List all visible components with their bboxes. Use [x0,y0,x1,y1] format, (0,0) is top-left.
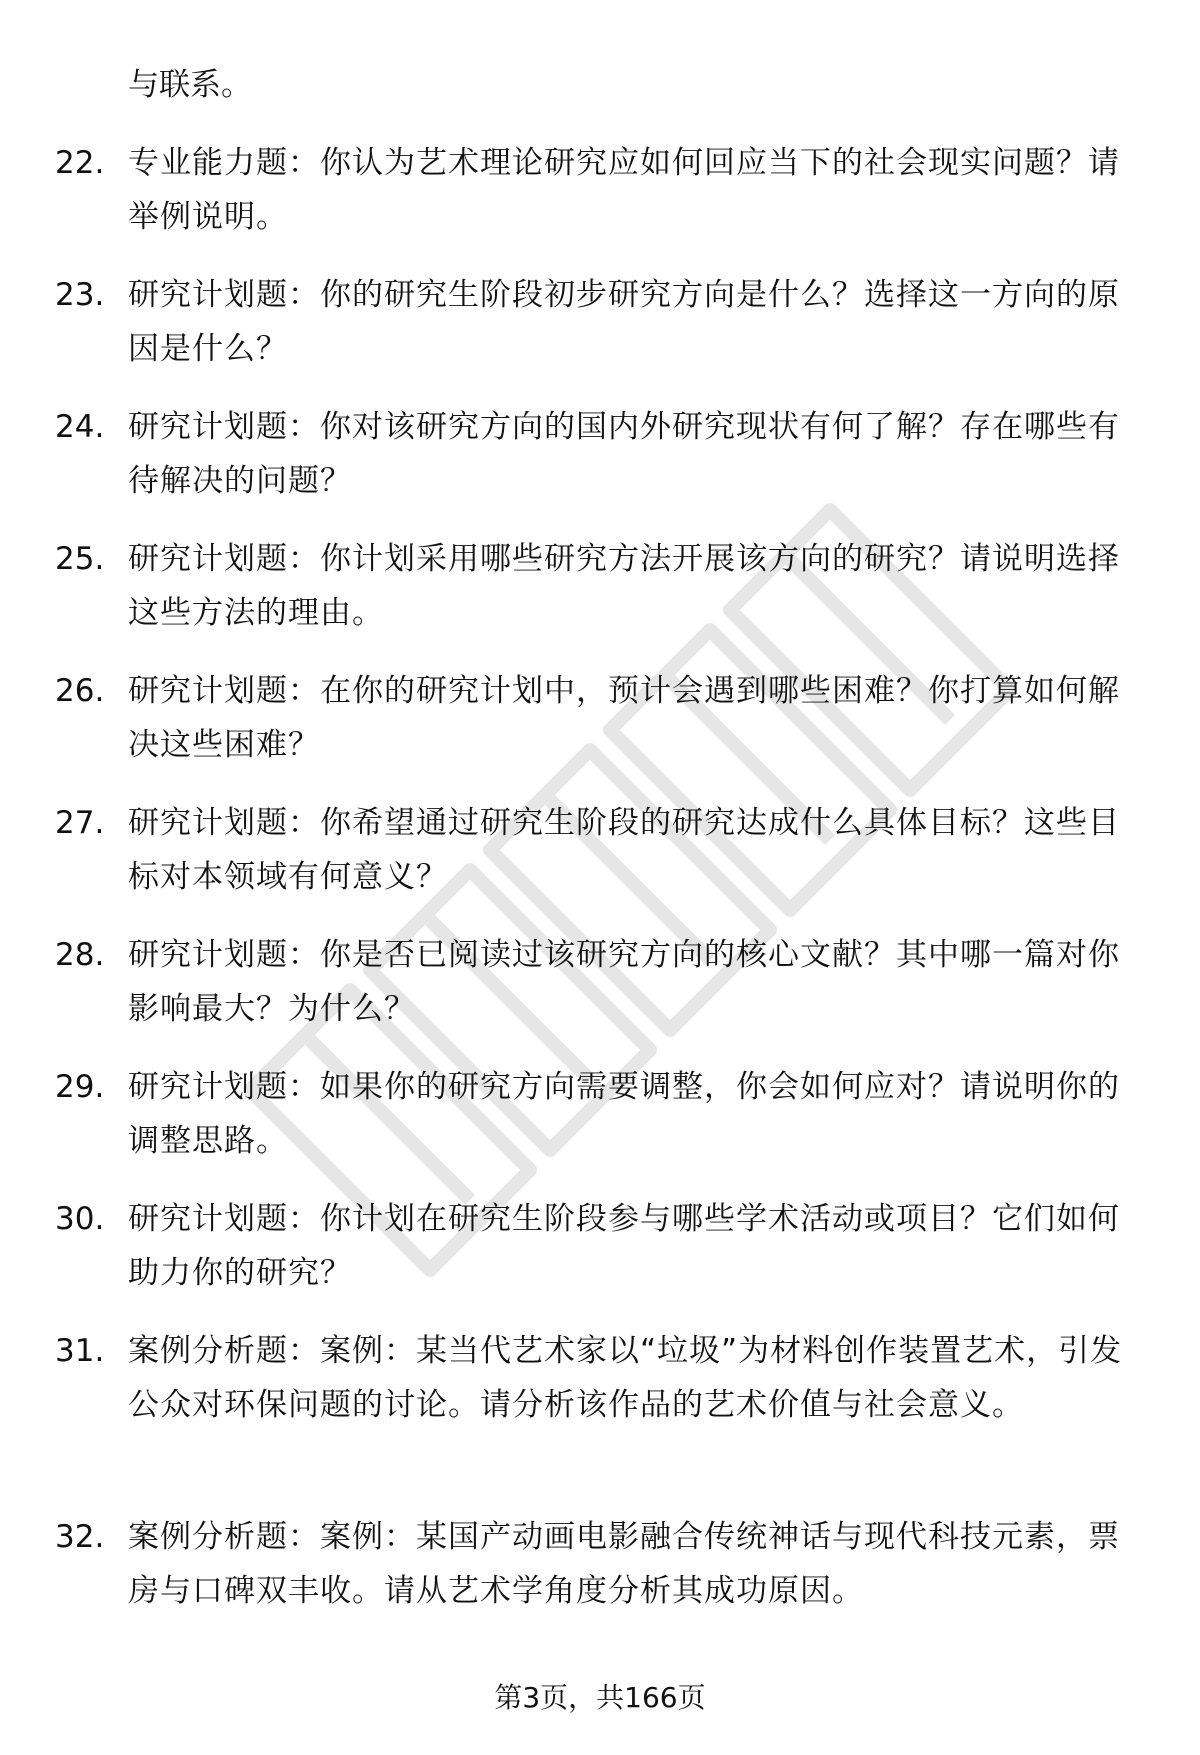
question-number: 30. [55,1201,105,1237]
question-number: 29. [55,1069,105,1105]
question-text: 研究计划题：你是否已阅读过该研究方向的核心文献？其中哪一篇对你影响最大？为什么？ [128,937,1120,1027]
question-number: 23. [55,277,105,313]
question-text: 研究计划题：你计划采用哪些研究方法开展该方向的研究？请说明选择这些方法的理由。 [128,541,1120,631]
question-text: 专业能力题：你认为艺术理论研究应如何回应当下的社会现实问题？请举例说明。 [128,145,1120,235]
question-text: 研究计划题：如果你的研究方向需要调整，你会如何应对？请说明你的调整思路。 [128,1069,1120,1159]
question-number: 24. [55,409,105,445]
question-text: 研究计划题：你的研究生阶段初步研究方向是什么？选择这一方向的原因是什么？ [128,277,1120,367]
question-text: 研究计划题：你对该研究方向的国内外研究现状有何了解？存在哪些有待解决的问题？ [128,409,1120,499]
question-text: 案例分析题：案例：某当代艺术家以“垃圾”为材料创作装置艺术，引发公众对环保问题的讨论。请分析该作品的艺术价值与社会意义。 [128,1333,1123,1423]
continued-text: 与联系。 [128,67,252,103]
question-text: 研究计划题：在你的研究计划中，预计会遇到哪些困难？你打算如何解决这些困难？ [128,673,1120,763]
question-number: 27. [55,805,105,841]
question-number: 26. [55,673,105,709]
question-number: 31. [55,1333,105,1369]
question-number: 25. [55,541,105,577]
question-text: 案例分析题：案例：某国产动画电影融合传统神话与现代科技元素，票房与口碑双丰收。请从艺术学角度分析其成功原因。 [128,1519,1120,1609]
question-number: 22. [55,145,105,181]
question-number: 28. [55,937,105,973]
question-text: 研究计划题：你计划在研究生阶段参与哪些学术活动或项目？它们如何助力你的研究？ [128,1201,1120,1291]
question-number: 32. [55,1519,105,1555]
page-footer: 第3页，共166页 [494,1681,706,1714]
question-text: 研究计划题：你希望通过研究生阶段的研究达成什么具体目标？这些目标对本领域有何意义？ [128,805,1120,895]
